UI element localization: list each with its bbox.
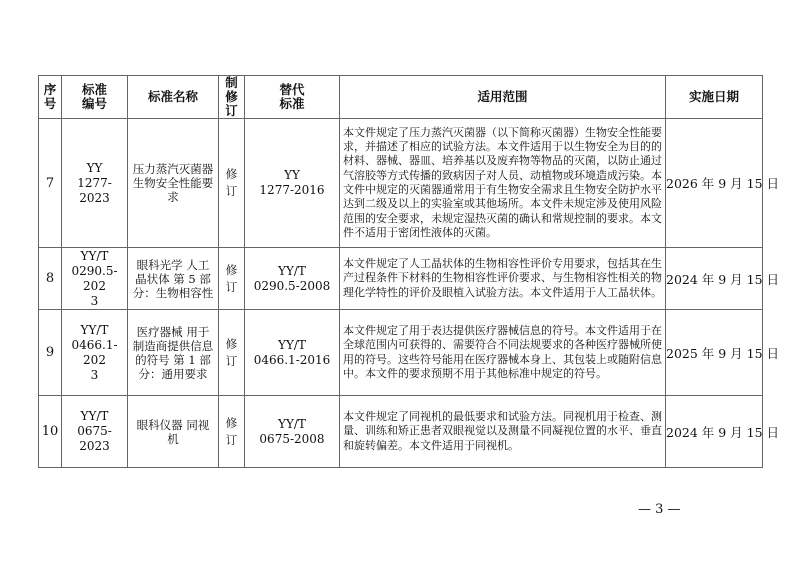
revision-type: 修 订 <box>219 248 245 310</box>
serial-number: 8 <box>39 248 62 310</box>
standard-number: YY 1277-2023 <box>62 119 128 248</box>
serial-number: 10 <box>39 396 62 468</box>
scope-text: 本文件规定了人工晶状体的生物相容性评价专用要求，包括其在生产过程条件下材料的生物相容性评价要求、与生物相容性相关的物理化学特性的评价及眼植入试验方法。本文件适用于人工晶状体。 <box>340 248 666 310</box>
header-effective-date: 实施日期 <box>666 76 763 119</box>
standard-number: YY/T 0290.5-202 3 <box>62 248 128 310</box>
scope-text: 本文件规定了压力蒸汽灭菌器（以下简称灭菌器）生物安全性能要求，并描述了相应的试验方法。本文件适用于以生物安全为目的的材料、器械、器皿、培养基以及废弃物等物品的灭菌，以防止通过气溶胶等方式传播的致病因子对人员、动植物或环境造成污染。本文件中规定的灭菌器通常用于有生物安全需求且生物安全防护水平达到二级及以上的实验室或其他场所。本文件未规定涉及使用风险范围的安全要求，未规定湿热灭菌的确认和常规控制的要求。本文件不适用于密闭性液体的灭菌。 <box>340 119 666 248</box>
replaced-standard: YY 1277-2016 <box>245 119 340 248</box>
table-row <box>39 396 763 468</box>
effective-date: 2025 年 9 月 15 日 <box>666 310 763 396</box>
revision-type: 修 订 <box>219 396 245 468</box>
serial-number: 9 <box>39 310 62 396</box>
table-row <box>39 248 763 310</box>
header-standard-name: 标准名称 <box>128 76 219 119</box>
page-number: — 3 — <box>638 502 681 517</box>
table-header-row <box>39 76 763 119</box>
header-serial-no: 序 号 <box>39 76 62 119</box>
effective-date: 2024 年 9 月 15 日 <box>666 396 763 468</box>
standard-name: 眼科仪器 同视机 <box>128 396 219 468</box>
scope-text: 本文件规定了同视机的最低要求和试验方法。同视机用于检查、测量、训练和矫正患者双眼视觉以及测量不同凝视位置的水平、垂直和旋转偏差。本文件适用于同视机。 <box>340 396 666 468</box>
header-revision: 制 修 订 <box>219 76 245 119</box>
effective-date: 2024 年 9 月 15 日 <box>666 248 763 310</box>
serial-number: 7 <box>39 119 62 248</box>
standard-name: 压力蒸汽灭菌器 生物安全性能要求 <box>128 119 219 248</box>
header-scope: 适用范围 <box>340 76 666 119</box>
standards-table <box>38 75 780 468</box>
revision-type: 修 订 <box>219 310 245 396</box>
scope-text: 本文件规定了用于表达提供医疗器械信息的符号。本文件适用于在全球范围内可获得的、需要符合不同法规要求的各种医疗器械所使用的符号。这些符号能用在医疗器械本身上、其包装上或随附信息中。本文件的要求预期不用于其他标准中规定的符号。 <box>340 310 666 396</box>
standard-number: YY/T 0466.1-202 3 <box>62 310 128 396</box>
standard-name: 医疗器械 用于制造商提供信息的符号 第 1 部分：通用要求 <box>128 310 219 396</box>
header-replaced-standard: 替代 标准 <box>245 76 340 119</box>
revision-type: 修 订 <box>219 119 245 248</box>
replaced-standard: YY/T 0466.1-2016 <box>245 310 340 396</box>
replaced-standard: YY/T 0290.5-2008 <box>245 248 340 310</box>
standard-number: YY/T 0675-2023 <box>62 396 128 468</box>
replaced-standard: YY/T 0675-2008 <box>245 396 340 468</box>
table-row <box>39 310 763 396</box>
standard-name: 眼科光学 人工晶状体 第 5 部分：生物相容性 <box>128 248 219 310</box>
header-standard-number: 标准 编号 <box>62 76 128 119</box>
effective-date: 2026 年 9 月 15 日 <box>666 119 763 248</box>
table-row <box>39 119 763 248</box>
